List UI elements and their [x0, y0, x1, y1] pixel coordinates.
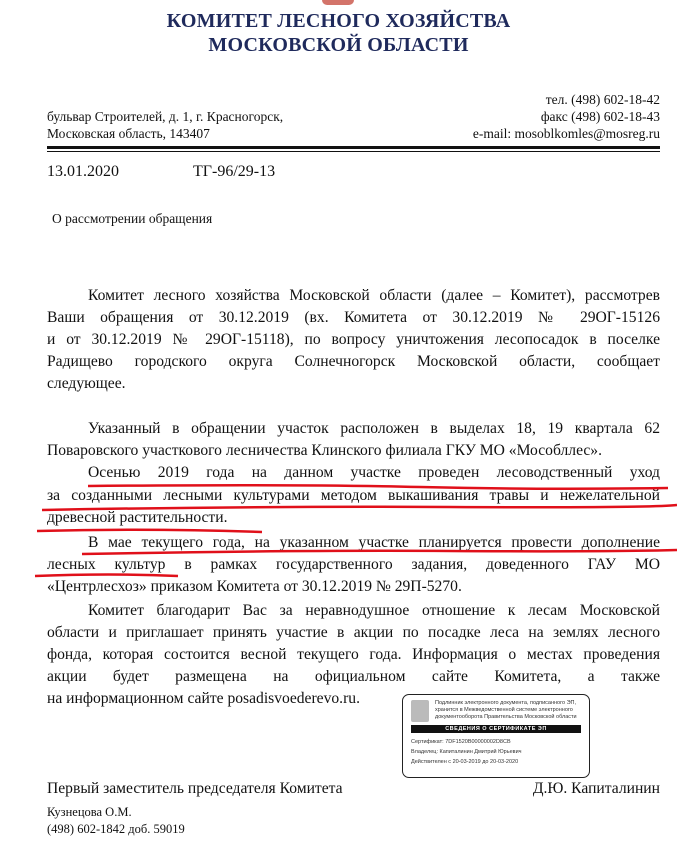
org-title-line2: МОСКОВСКОЙ ОБЛАСТИ [208, 34, 469, 56]
stamp-certificate: Сертификат: 7DF1520B00000002D8CB [411, 739, 511, 745]
body-line: Радищево городского округа Солнечногорск Московской области, сообщает [47, 353, 660, 370]
org-title-line1: КОМИТЕТ ЛЕСНОГО ХОЗЯЙСТВА [166, 10, 511, 32]
stamp-header: Подлинник электронного документа, подписанного ЭП, хранится в Межведомственной системе электронного документооборота Правительства Московской области [435, 700, 577, 720]
body-line: древесной растительности. [47, 509, 228, 526]
signer-position: Первый заместитель председателя Комитета [47, 780, 343, 797]
underline-4 [82, 550, 677, 554]
email: e-mail: mosoblkomles@mosreg.ru [472, 126, 660, 141]
underline-5 [35, 575, 178, 577]
body-line: области и приглашает принять участие в акции по посадке леса на землях лесного [47, 624, 660, 641]
coat-of-arms-icon [411, 700, 429, 722]
body-line: Осенью 2019 года на данном участке проведен лесоводственный уход [88, 464, 660, 481]
body-line: Комитет лесного хозяйства Московской области (далее – Комитет), рассмотрев [88, 287, 660, 304]
executor-name: Кузнецова О.М. [47, 805, 132, 819]
letter-number: ТГ-96/29-13 [193, 163, 276, 180]
stamp-valid: Действителен с 20-03-2019 до 20-03-2020 [411, 759, 519, 765]
signer-name: Д.Ю. Капиталинин [532, 780, 660, 797]
stamp-bar: СВЕДЕНИЯ О СЕРТИФИКАТЕ ЭП [411, 725, 581, 733]
phone: тел. (498) 602-18-42 [545, 92, 660, 107]
body-line: Ваши обращения от 30.12.2019 (вх. Комитета от 30.12.2019 № 29ОГ-15126 [47, 309, 660, 326]
executor-phone: (498) 602-1842 доб. 59019 [47, 822, 185, 836]
stamp-owner: Владелец: Капиталинин Дмитрий Юрьевич [411, 749, 522, 755]
body-line: Комитет благодарит Вас за неравнодушное отношение к лесам Московской [88, 602, 660, 619]
body-line: на информационном сайте posadisvoederevo.ru. [47, 690, 360, 707]
body-line: следующее. [47, 375, 126, 392]
fax: факс (498) 602-18-43 [540, 109, 660, 124]
address-line2: Московская область, 143407 [47, 126, 210, 141]
body-line: Указанный в обращении участок расположен в выделах 18, 19 квартала 62 [88, 420, 660, 437]
body-line: Поваровского участкового лесничества Клинского филиала ГКУ МО «Мособллес». [47, 442, 603, 459]
body-line: В мае текущего года, на указанном участке планируется провести дополнение [88, 534, 660, 551]
underline-2 [42, 505, 677, 510]
letter-subject: О рассмотрении обращения [52, 211, 213, 226]
underline-1 [88, 485, 668, 489]
body-line: «Центрлесхоз» приказом Комитета от 30.12.2019 № 29П-5270. [47, 578, 462, 595]
letter-date: 13.01.2020 [47, 163, 119, 180]
underline-3 [37, 530, 262, 532]
address-line1: бульвар Строителей, д. 1, г. Красногорск, [47, 109, 284, 124]
body-line: и от 30.12.2019 № 29ОГ-15118), по вопросу уничтожения лесопосадок в поселке [47, 331, 660, 348]
e-signature-stamp [402, 694, 590, 778]
body-line: за созданными лесными культурами методом выкашивания травы и нежелательной [47, 487, 660, 504]
body-line: лесных культур в рамках государственного задания, доведенного ГАУ МО [47, 556, 660, 573]
body-line: акции будет размещена на официальном сайте Комитета, а также [47, 668, 660, 685]
body-line: фонда, которая состоится весной текущего года. Информация о местах проведения [47, 646, 660, 663]
